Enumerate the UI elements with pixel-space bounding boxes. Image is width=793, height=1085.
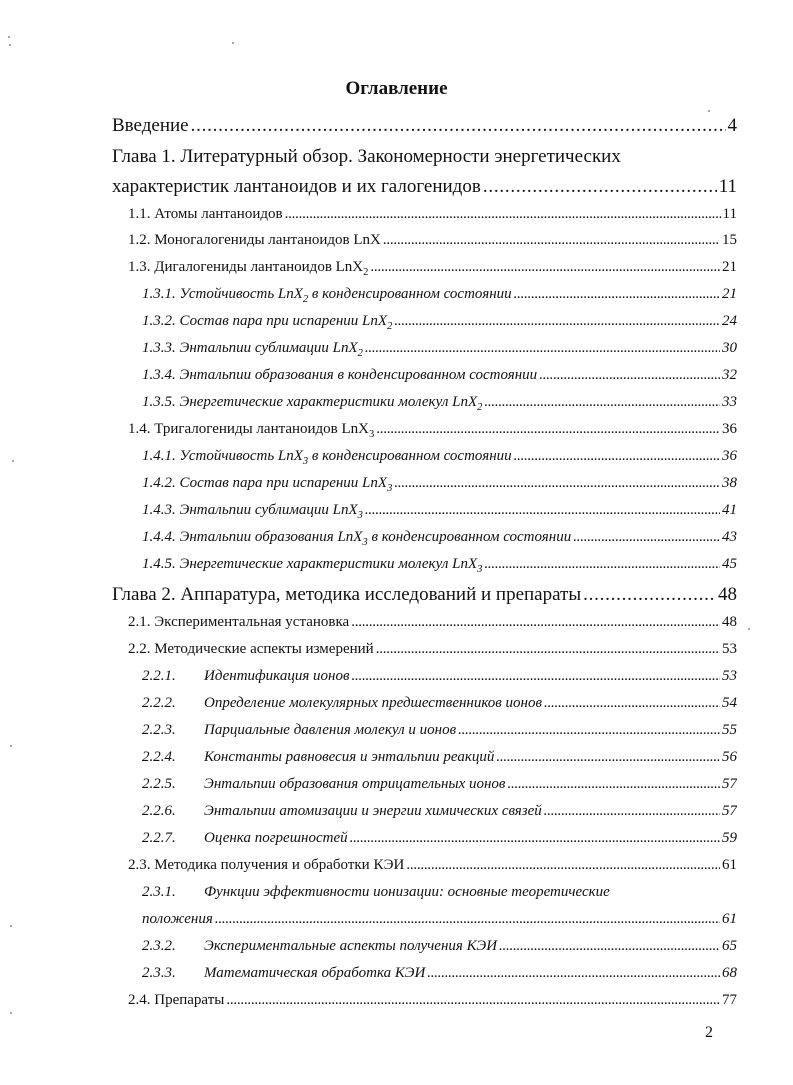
toc-entry-1-3-5[interactable]: 1.3.5. Энергетические характеристики молекул LnX$_2$ . . . 33	[142, 394, 737, 411]
scan-speck	[708, 110, 710, 112]
toc-entry-1-4[interactable]: 1.4. Тригалогениды лантаноидов LnX$_3$ . . . 36	[128, 421, 737, 438]
toc-entry-2-2-6[interactable]: 2.2.6. Энтальпии атомизации и энергии химических связей . . . 57	[142, 803, 737, 820]
toc-entry-1-2[interactable]: 1.2. Моногалогениды лантаноидов LnX . . . 15	[128, 232, 737, 249]
toc-entry-1-3-1[interactable]: 1.3.1. Устойчивость LnX$_2$ в конденсированном состоянии . . . 21	[142, 286, 737, 303]
toc-entry-1-4-4[interactable]: 1.4.4. Энтальпии образования LnX$_3$ в конденсированном состоянии . . . 43	[142, 529, 737, 546]
scan-speck	[232, 42, 234, 44]
toc-entry-2-3-2[interactable]: 2.3.2. Экспериментальные аспекты получения КЭИ . . . 65	[142, 938, 737, 955]
toc-entry-1-4-1[interactable]: 1.4.1. Устойчивость LnX$_3$ в конденсированном состоянии . . . 36	[142, 448, 737, 465]
toc-entry-2-2-5[interactable]: 2.2.5. Энтальпии образования отрицательных ионов . . . 57	[142, 776, 737, 793]
scan-speck	[10, 925, 12, 927]
scan-speck	[8, 36, 10, 38]
toc-entry-2-2-3[interactable]: 2.2.3. Парциальные давления молекул и ионов . . . 55	[142, 722, 737, 739]
scan-speck	[10, 1012, 12, 1014]
toc-entry-1-3-3[interactable]: 1.3.3. Энтальпии сублимации LnX$_2$ . . . 30	[142, 340, 737, 357]
toc-entry-1-3[interactable]: 1.3. Дигалогениды лантаноидов LnX$_2$ . . . 21	[128, 259, 737, 276]
toc-entry-1-4-2[interactable]: 1.4.2. Состав пара при испарении LnX$_3$ . . . 38	[142, 475, 737, 492]
toc-entry-2-2-7[interactable]: 2.2.7. Оценка погрешностей . . . 59	[142, 830, 737, 847]
toc-entry-2-3-1-line-1[interactable]: 2.3.1. Функции эффективности ионизации: основные теоретические	[142, 884, 610, 900]
page-number: 2	[705, 1024, 713, 1041]
toc-entry-chapter-1[interactable]: характеристик лантаноидов и их галогенидов . . . 11	[112, 176, 737, 198]
toc-entry-2-2-1[interactable]: 2.2.1. Идентификация ионов . . . 53	[142, 668, 737, 685]
toc-entry-2-2[interactable]: 2.2. Методические аспекты измерений . . . 53	[128, 641, 737, 658]
scan-speck	[9, 44, 11, 46]
toc-entry-1-1[interactable]: 1.1. Атомы лантаноидов . . . 11	[128, 206, 737, 223]
toc-entry-1-3-2[interactable]: 1.3.2. Состав пара при испарении LnX$_2$ . . . 24	[142, 313, 737, 330]
scan-speck	[12, 460, 14, 462]
toc-entry-2-3[interactable]: 2.3. Методика получения и обработки КЭИ . . . 61	[128, 857, 737, 874]
toc-entry-1-4-5[interactable]: 1.4.5. Энергетические характеристики молекул LnX$_3$ . . . 45	[142, 556, 737, 573]
toc-entry-1-3-4[interactable]: 1.3.4. Энтальпии образования в конденсированном состоянии . . . 32	[142, 367, 737, 384]
page-title: Оглавление	[345, 78, 448, 99]
toc-entry-1-4-3[interactable]: 1.4.3. Энтальпии сублимации LnX$_3$ . . . 41	[142, 502, 737, 519]
toc-entry-2-1[interactable]: 2.1. Экспериментальная установка . . . 48	[128, 614, 737, 631]
toc-entry-2-2-4[interactable]: 2.2.4. Константы равновесия и энтальпии реакций . . . 56	[142, 749, 737, 766]
toc-entry-2-2-2[interactable]: 2.2.2. Определение молекулярных предшественников ионов . . . 54	[142, 695, 737, 712]
scan-speck	[748, 628, 750, 630]
toc-entry-chapter-2[interactable]: Глава 2. Аппаратура, методика исследований и препараты . . . 48	[112, 584, 737, 606]
toc-entry-2-3-1[interactable]: положения . . . 61	[142, 911, 737, 928]
toc-entry-introduction[interactable]: Введение . . . 4	[112, 115, 737, 137]
toc-entry-2-3-3[interactable]: 2.3.3. Математическая обработка КЭИ . . . 68	[142, 965, 737, 982]
toc-entry-chapter-1-line-1[interactable]: Глава 1. Литературный обзор. Закономерности энергетических	[112, 146, 621, 167]
scan-speck	[10, 745, 12, 747]
toc-entry-2-4[interactable]: 2.4. Препараты . . . 77	[128, 992, 737, 1009]
